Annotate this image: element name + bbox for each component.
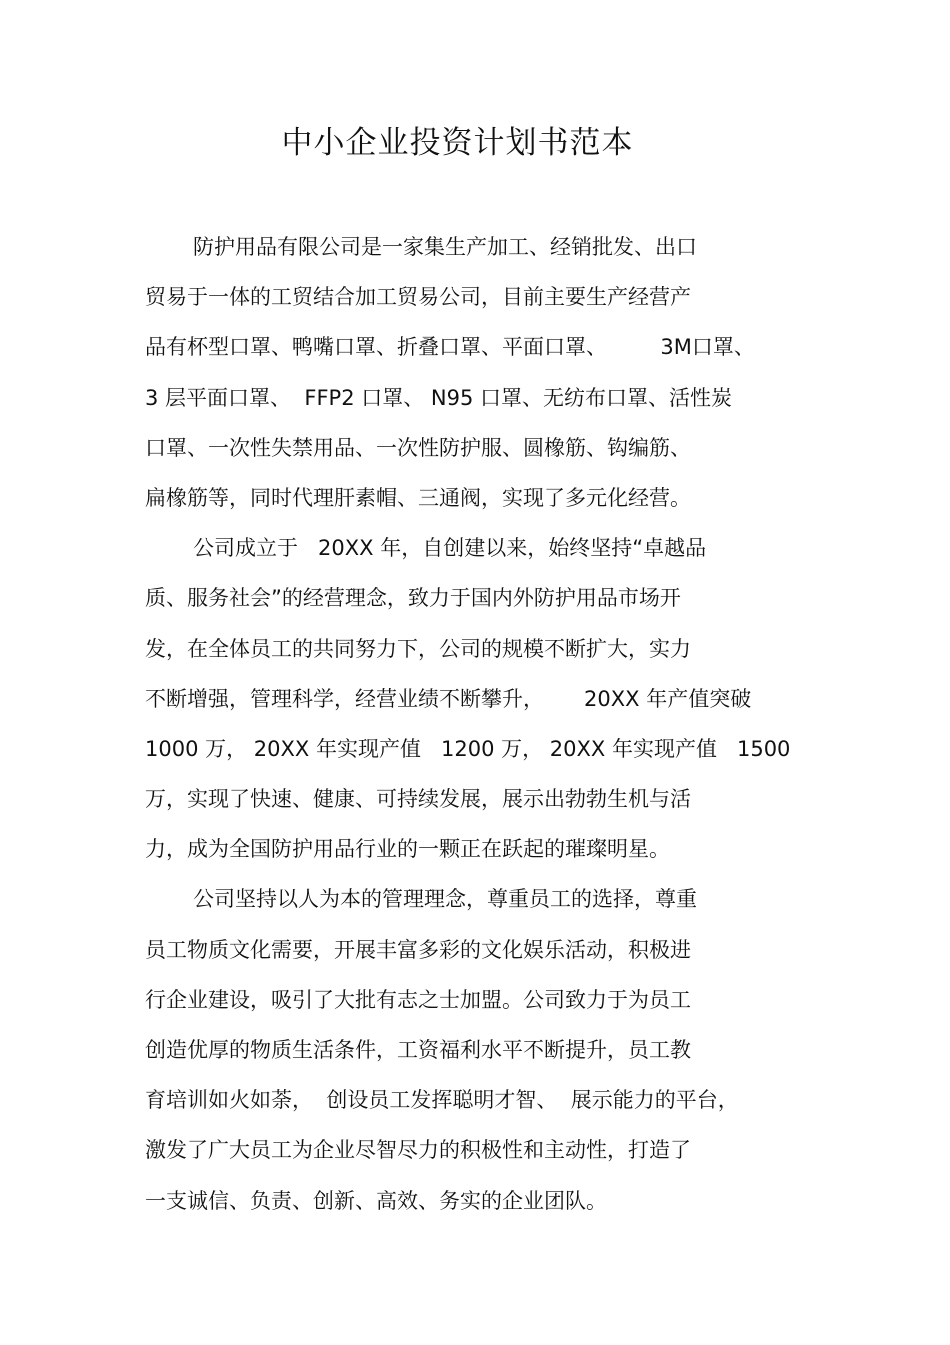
text-line: 品有杯型口罩、鸭嘴口罩、折叠口罩、平面口罩、 3M口罩、 [145,335,755,360]
text-line: 贸易于一体的工贸结合加工贸易公司，目前主要生产经营产 [145,285,691,310]
paragraph-company-history [145,523,825,874]
text-line: 行企业建设，吸引了大批有志之士加盟。公司致力于为员工 [145,987,691,1012]
text-line: 万，实现了快速、健康、可持续发展，展示出勃勃生机与活 [145,787,691,812]
text-line: 1000 万， 20XX 年实现产值 1200 万， 20XX 年实现产值 1500 [145,736,791,761]
text-line: 创造优厚的物质生活条件，工资福利水平不断提升，员工教 [145,1038,691,1062]
text-line: 扁橡筋等，同时代理肝素帽、三通阀，实现了多元化经营。 [145,485,691,510]
text-line: 质、服务社会”的经营理念，致力于国内外防护用品市场开 [145,586,681,611]
text-line: 一支诚信、负责、创新、高效、务实的企业团队。 [145,1188,607,1213]
document-title: 中小企业投资计划书范本 [281,125,634,161]
text-line: 育培训如火如荼， 创设员工发挥聪明才智、 展示能力的平台， [145,1088,739,1113]
text-line: 员工物质文化需要，开展丰富多彩的文化娱乐活动，积极进 [145,937,691,962]
text-line: 发，在全体员工的共同努力下，公司的规模不断扩大，实力 [145,636,691,661]
text-line: 公司成立于 20XX 年，自创建以来，始终坚持“卓越品 [193,536,707,561]
text-line: 防护用品有限公司是一家集生产加工、经销批发、出口 [193,235,697,259]
text-line: 口罩、一次性失禁用品、一次性防护服、圆橡筋、钩编筋、 [145,435,691,460]
paragraph-company-intro [145,222,825,523]
text-line: 不断增强，管理科学，经营业绩不断攀升， 20XX 年产值突破 [145,686,752,711]
paragraph-management-philosophy [145,874,825,1225]
text-line: 激发了广大员工为企业尽智尽力的积极性和主动性，打造了 [145,1138,691,1163]
text-line: 公司坚持以人为本的管理理念，尊重员工的选择，尊重 [193,887,697,912]
text-line: 3 层平面口罩、 FFP2 口罩、 N95 口罩、无纺布口罩、活性炭 [145,385,733,410]
document-body [145,222,825,1226]
text-line: 力，成为全国防护用品行业的一颗正在跃起的璀璨明星。 [145,837,670,862]
